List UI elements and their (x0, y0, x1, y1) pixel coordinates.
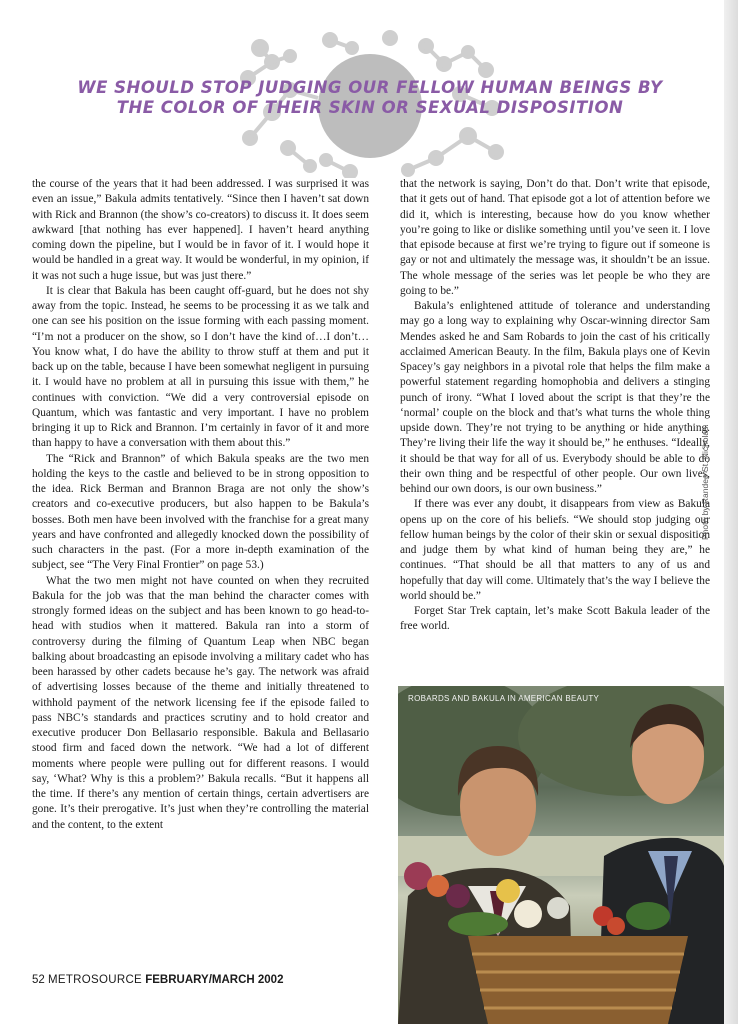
paragraph: Bakula’s enlightened attitude of tolerance and understanding may go a long way to explaining why Oscar-winning director Sam Mendes asked he and Sam Robards to join the cast of his critically acclaimed American Beauty. In the film, Bakula plays one of Kevin Spacey’s gay neighbors in a pivotal role that helps the film make a powerful statement regarding homophobia and delivers a stinging punch of irony. “What I loved about the script is that they’re the ‘normal’ couple on the block and that’s what turns the whole thing upside down. They’re not trying to be anything or hide anything. They’re living their life the way it should be,” he enthuses. “Ideally, it should be that way for all of us. Everybody should be able to do their own thing and be respectful of other people. Our own lives, behind our own doors, is our own business.” (400, 300, 710, 495)
paragraph: It is clear that Bakula has been caught off-guard, but he does not shy away from the topic. Instead, he seems to be processing it as we talk and one can see his position on the issue forming with each passing moment. “I’m not a producer on the show, so I don’t have the kind of…I don’t…You know what, I do have the ability to throw stuff at them and put it back up on the table, because I have been somewhat negligent in pursuing it. I would have no problem at all in pursuing this issue with them,” he continues with conviction. “We did a very controversial episode on Quantum, which was fantastic and very important. I have no problem bringing it up to Rick and Brannon. I’m certainly in favor of it and more than happy to have a conversation with them about this.” (32, 284, 369, 450)
article-column-right (400, 177, 710, 672)
article-column-left (32, 177, 369, 957)
page-edge (724, 0, 738, 1024)
page-folio (32, 974, 283, 986)
photo-credit: Photo by Randee St. Nicholas. (700, 424, 710, 540)
pull-quote-headline (60, 78, 680, 118)
photo-illustration (398, 686, 724, 1024)
paragraph: Forget Star Trek captain, let’s make Scott Bakula leader of the free world. (400, 605, 710, 633)
paragraph: that the network is saying, Don’t do that. Don’t write that episode, that it gets out of hand. That episode got a lot of attention before we did it, which is interesting, because how do you know whether you’re going to like or dislike something until you’ve seen it. I love that episode because at first we’re trying to figure out if someone is gay or not and ultimately the message was, it shouldn’t be an issue. The whole message of the series was let people be who they are going to be.” (400, 178, 710, 297)
headline-line-2: THE COLOR OF THEIR SKIN OR SEXUAL DISPOSITION (116, 98, 624, 117)
photo-caption: ROBARDS AND BAKULA IN AMERICAN BEAUTY (408, 694, 600, 703)
paragraph: The “Rick and Brannon” of which Bakula speaks are the two men holding the keys to the castle and believed to be in strong opposition to the idea. Rick Berman and Brannon Braga are not only the show’s creators and co-executive producers, but also happen to be Bakula’s bosses. Both men have been involved with the franchise for a great many years and have confronted and allegedly knocked down the possibility of such characters in the past. (For a more in-depth examination of the subject, see “The Very Final Frontier” on page 53.) (32, 452, 369, 572)
page-number: 52 (32, 974, 45, 986)
issue-date: FEBRUARY/MARCH 2002 (145, 974, 284, 986)
paragraph: the course of the years that it had been addressed. I was surprised it was even an issue,” Bakula admits tentatively. “Since then I haven’t sat down with Rick and Brannon (the show’s co-creators) to discuss it. It does seem awkward [that nothing has ever happened]. I haven’t heard anything coming down the pipeline, but I would be in favor of it. I would hope it would be handled in a great way. It would be wonderful, in my opinion, if it was not such a huge issue, but was just there.” (32, 178, 369, 282)
paragraph: What the two men might not have counted on when they recruited Bakula for the job was that the man behind the character comes with strongly formed ideas on the subject and has been known to go head-to-head with studios when it mattered. Bakula ran into a storm of controversy during the filming of Quantum Leap when NBC began balking about broadcasting an episode involving a military cadet who has been harassed by other cadets because he’s gay. The network was afraid of advertising losses because of the theme and initially threatened to withhold payment of the network licensing fee if the episode failed to pass NBC’s standards and practices scrutiny and to hold creator and executive producer Don Bellasario responsible. Bakula and Bellasario stood firm and faced down the network. “We had a lot of different moments where people were pulling out for different reasons. I would say, ‘What? Why is this a problem?’ Bakula recalls. “But it happens all the time. If there’s any mention of certain things, certain advertisers are gone. It’s their prerogative. It’s just when they’re controlling the material and the content, to the extent (32, 574, 369, 831)
article-photo (398, 686, 724, 1024)
magazine-name: METROSOURCE (48, 974, 143, 986)
paragraph: If there was ever any doubt, it disappears from view as Bakula opens up on the core of his beliefs. “We should stop judging our fellow human beings by the color of their skin or sexual disposition and judge them by what kind of human being they are,” he continues. “That should be all that matters to any of us and hopefully that day will come. Ultimately that’s the way I believe the world should be.” (400, 498, 710, 602)
headline-line-1: WE SHOULD STOP JUDGING OUR FELLOW HUMAN BEINGS BY (77, 78, 663, 97)
